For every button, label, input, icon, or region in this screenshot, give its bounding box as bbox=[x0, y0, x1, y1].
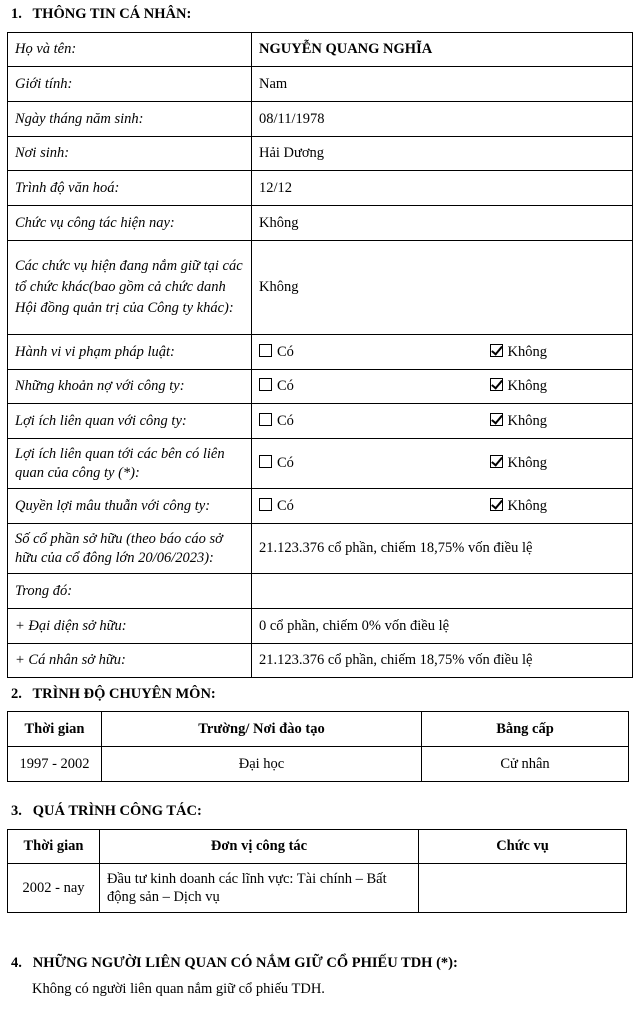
table-header-row bbox=[8, 712, 629, 747]
shares-value: 21.123.376 cổ phần, chiếm 18,75% vốn điều lệ bbox=[252, 524, 633, 574]
table-row bbox=[8, 102, 633, 137]
table-cell: Đầu tư kinh doanh các lĩnh vực: Tài chính – Bất động sản – Dịch vụ bbox=[100, 864, 419, 913]
table-cell: Đại học bbox=[102, 747, 422, 782]
row-label: Nơi sinh: bbox=[8, 137, 252, 171]
table-cell: 1997 - 2002 bbox=[8, 747, 102, 782]
table-row bbox=[8, 171, 633, 206]
row-label: Trình độ văn hoá: bbox=[8, 171, 252, 206]
checkbox-unchecked-icon[interactable] bbox=[259, 498, 272, 511]
representative-shares-value: 0 cổ phần, chiếm 0% vốn điều lệ bbox=[252, 609, 633, 644]
option-label: Có bbox=[277, 497, 294, 514]
personal-shares-value: 21.123.376 cổ phần, chiếm 18,75% vốn điều lệ bbox=[252, 644, 633, 678]
checkbox-unchecked-icon[interactable] bbox=[259, 344, 272, 357]
education-value: 12/12 bbox=[252, 171, 633, 206]
option-label: Có bbox=[277, 455, 294, 471]
table-row bbox=[8, 489, 633, 524]
table-cell: Cử nhân bbox=[422, 747, 629, 782]
education-table bbox=[7, 711, 629, 782]
row-label: + Cá nhân sở hữu: bbox=[8, 644, 252, 678]
section-3-title: 3. QUÁ TRÌNH CÔNG TÁC: bbox=[11, 803, 202, 819]
work-history-table bbox=[7, 829, 627, 913]
option-label: Không bbox=[507, 378, 547, 394]
table-row bbox=[8, 404, 633, 439]
column-header: Thời gian bbox=[8, 830, 100, 864]
row-label: Chức vụ công tác hiện nay: bbox=[8, 206, 252, 241]
birth-date-value: 08/11/1978 bbox=[252, 102, 633, 137]
checkbox-checked-icon[interactable] bbox=[490, 455, 503, 468]
option-label: Không bbox=[507, 455, 547, 471]
table-row bbox=[8, 137, 633, 171]
current-position-value: Không bbox=[252, 206, 633, 241]
option-yes[interactable] bbox=[259, 377, 294, 396]
column-header: Đơn vị công tác bbox=[100, 830, 419, 864]
row-label: Lợi ích liên quan tới các bên có liên quan của công ty (*): bbox=[8, 439, 252, 489]
option-yes[interactable] bbox=[259, 412, 294, 431]
option-cell bbox=[252, 489, 633, 524]
option-no[interactable] bbox=[490, 343, 547, 362]
table-row bbox=[8, 747, 629, 782]
row-label: Họ và tên: bbox=[8, 33, 252, 67]
column-header: Trường/ Nơi đào tạo bbox=[102, 712, 422, 747]
full-name-value: NGUYỄN QUANG NGHĨA bbox=[252, 33, 633, 67]
row-label: Hành vi vi phạm pháp luật: bbox=[8, 335, 252, 370]
option-label: Có bbox=[277, 378, 294, 394]
option-no[interactable] bbox=[490, 497, 547, 516]
birthplace-value: Hải Dương bbox=[252, 137, 633, 171]
table-row bbox=[8, 206, 633, 241]
option-label: Không bbox=[507, 412, 547, 429]
section-1-title: 1. THÔNG TIN CÁ NHÂN: bbox=[11, 6, 192, 22]
checkbox-unchecked-icon[interactable] bbox=[259, 413, 272, 426]
option-cell bbox=[252, 439, 633, 489]
table-row bbox=[8, 609, 633, 644]
section-4-title: 4. NHỮNG NGƯỜI LIÊN QUAN CÓ NẮM GIỮ CỔ PHIẾU TDH (*): bbox=[11, 955, 458, 971]
table-row bbox=[8, 439, 633, 489]
other-positions-value: Không bbox=[252, 241, 633, 335]
row-label: Giới tính: bbox=[8, 67, 252, 102]
personal-info-table bbox=[7, 32, 633, 678]
checkbox-unchecked-icon[interactable] bbox=[259, 378, 272, 391]
table-row bbox=[8, 241, 633, 335]
table-row bbox=[8, 335, 633, 370]
table-row bbox=[8, 67, 633, 102]
checkbox-checked-icon[interactable] bbox=[490, 413, 503, 426]
row-label: Ngày tháng năm sinh: bbox=[8, 102, 252, 137]
table-cell: 2002 - nay bbox=[8, 864, 100, 913]
option-no[interactable] bbox=[490, 377, 547, 396]
checkbox-checked-icon[interactable] bbox=[490, 344, 503, 357]
column-header: Chức vụ bbox=[419, 830, 627, 864]
row-label: + Đại diện sở hữu: bbox=[8, 609, 252, 644]
table-row bbox=[8, 864, 627, 913]
row-label: Số cổ phần sở hữu (theo báo cáo sở hữu của cổ đông lớn 20/06/2023): bbox=[8, 524, 252, 574]
table-header-row bbox=[8, 830, 627, 864]
option-cell bbox=[252, 370, 633, 404]
table-row bbox=[8, 370, 633, 404]
option-yes[interactable] bbox=[259, 497, 294, 516]
empty-value bbox=[252, 574, 633, 609]
option-no[interactable] bbox=[490, 412, 547, 431]
option-label: Không bbox=[507, 343, 547, 360]
gender-value: Nam bbox=[252, 67, 633, 102]
table-row bbox=[8, 524, 633, 574]
checkbox-checked-icon[interactable] bbox=[490, 498, 503, 511]
table-cell bbox=[419, 864, 627, 913]
option-cell bbox=[252, 335, 633, 370]
column-header: Bằng cấp bbox=[422, 712, 629, 747]
row-label: Lợi ích liên quan với công ty: bbox=[8, 404, 252, 439]
table-row bbox=[8, 574, 633, 609]
option-yes[interactable] bbox=[259, 343, 294, 362]
option-label: Có bbox=[277, 343, 294, 360]
row-label: Trong đó: bbox=[8, 574, 252, 609]
option-label: Có bbox=[277, 412, 294, 429]
row-label: Những khoản nợ với công ty: bbox=[8, 370, 252, 404]
table-row bbox=[8, 644, 633, 678]
related-persons-text: Không có người liên quan nắm giữ cổ phiếu TDH. bbox=[32, 981, 325, 997]
option-no[interactable] bbox=[490, 454, 547, 473]
section-2-title: 2. TRÌNH ĐỘ CHUYÊN MÔN: bbox=[11, 686, 216, 702]
row-label: Các chức vụ hiện đang nắm giữ tại các tổ chức khác(bao gồm cả chức danh Hội đồng quản trị của Công ty khác): bbox=[8, 241, 252, 335]
table-row bbox=[8, 33, 633, 67]
checkbox-checked-icon[interactable] bbox=[490, 378, 503, 391]
option-yes[interactable] bbox=[259, 454, 294, 473]
row-label: Quyền lợi mâu thuẫn với công ty: bbox=[8, 489, 252, 524]
option-cell bbox=[252, 404, 633, 439]
checkbox-unchecked-icon[interactable] bbox=[259, 455, 272, 468]
option-label: Không bbox=[507, 497, 547, 514]
column-header: Thời gian bbox=[8, 712, 102, 747]
